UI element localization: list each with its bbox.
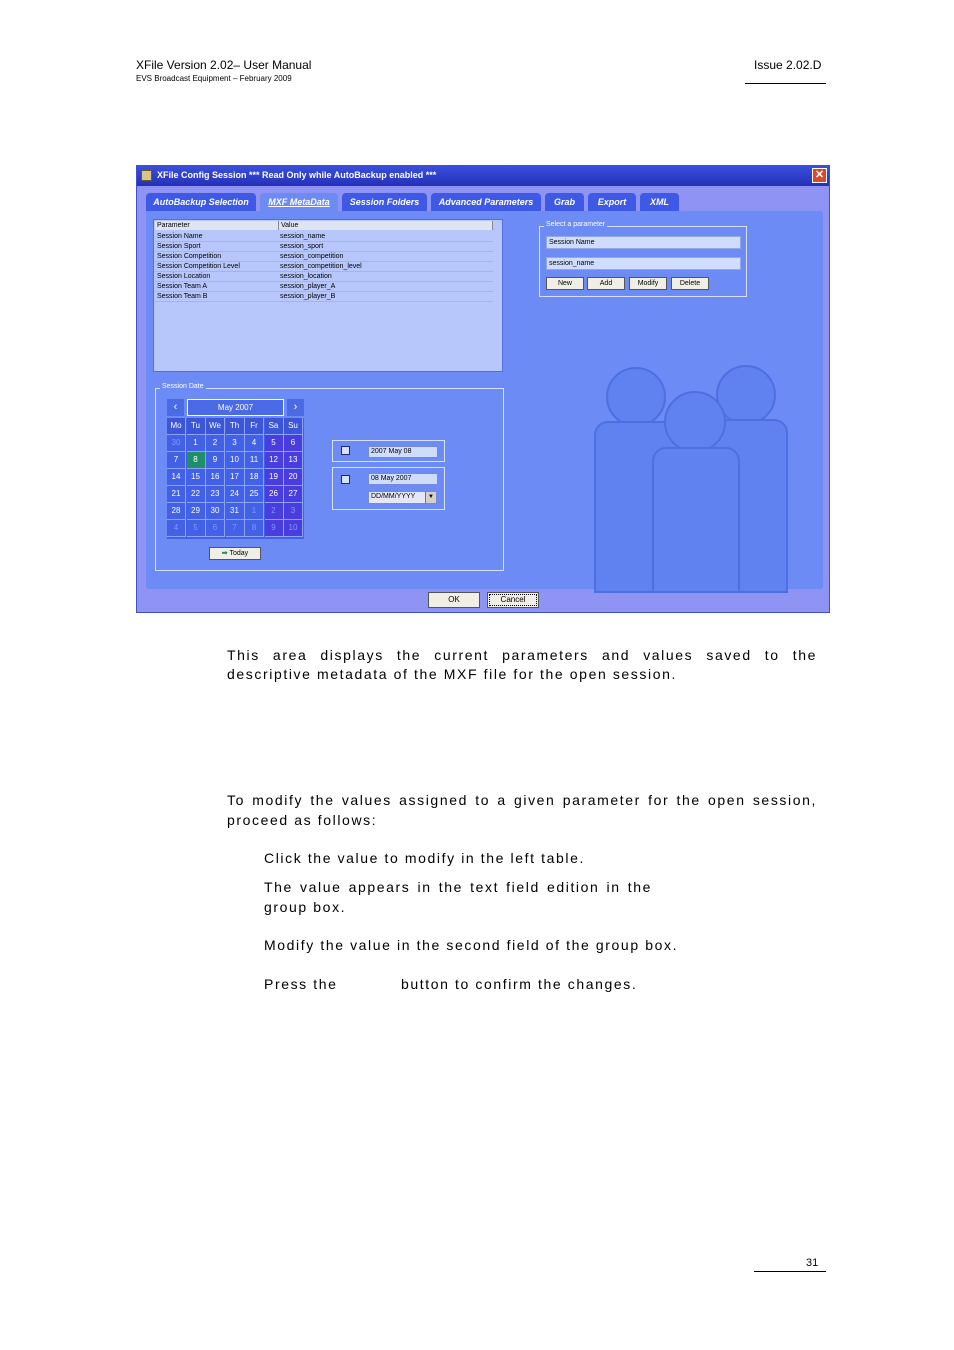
calendar-day[interactable]: 19	[265, 469, 284, 486]
date-value-field[interactable]: 08 May 2007	[368, 473, 438, 485]
calendar-day[interactable]: 25	[245, 486, 264, 503]
calendar-day[interactable]: 23	[206, 486, 225, 503]
paragraph-line: This area displays the current parameters and values saved to the	[227, 647, 817, 663]
weekday-header: Tu	[187, 418, 206, 435]
table-row[interactable]: Session Sport session_sport	[155, 242, 493, 252]
calendar-day[interactable]: 27	[284, 486, 303, 503]
calendar-day[interactable]: 7	[167, 452, 186, 469]
calendar-month-label: May 2007	[187, 399, 284, 416]
calendar-day[interactable]: 4	[245, 435, 264, 452]
weekday-header: We	[206, 418, 225, 435]
parameter-value-field[interactable]: session_name	[546, 257, 741, 270]
calendar-day[interactable]: 10	[226, 452, 245, 469]
metadata-table[interactable]	[153, 219, 503, 372]
table-row[interactable]: Session Team B session_player_B	[155, 292, 493, 302]
calendar-day[interactable]: 17	[226, 469, 245, 486]
step-1: Click the value to modify in the left table.	[264, 850, 585, 866]
today-label: Today	[229, 550, 249, 557]
paragraph-line: To modify the values assigned to a given parameter for the open session,	[227, 792, 817, 808]
chevron-left-icon: ‹	[173, 401, 178, 413]
calendar-day[interactable]: 1	[245, 503, 264, 520]
calendar-day[interactable]: 28	[167, 503, 186, 520]
calendar-day[interactable]: 12	[265, 452, 284, 469]
app-icon	[141, 170, 152, 181]
calendar-day[interactable]: 6	[206, 520, 225, 537]
tab-export[interactable]: Export	[588, 193, 636, 211]
calendar-day[interactable]: 21	[167, 486, 186, 503]
calendar-day[interactable]: 13	[284, 452, 303, 469]
add-button[interactable]: Add	[587, 277, 625, 290]
calendar-day[interactable]: 8	[187, 452, 206, 469]
header-rule	[745, 83, 826, 84]
calendar-day[interactable]: 7	[226, 520, 245, 537]
new-button[interactable]: New	[546, 277, 584, 290]
calendar-day[interactable]: 16	[206, 469, 225, 486]
calendar-day[interactable]: 30	[167, 435, 186, 452]
footer-rule	[754, 1271, 826, 1272]
calendar-day[interactable]: 9	[265, 520, 284, 537]
group-label: Select a parameter	[546, 221, 606, 228]
group-label: Session Date	[162, 383, 204, 390]
ok-button[interactable]: OK	[428, 592, 480, 608]
calendar-day[interactable]: 11	[245, 452, 264, 469]
company-line: EVS Broadcast Equipment – February 2009	[136, 74, 292, 83]
parameter-name-field[interactable]: Session Name	[546, 236, 741, 249]
calendar-day[interactable]: 9	[206, 452, 225, 469]
tab-autobackup-selection[interactable]: AutoBackup Selection	[146, 193, 256, 211]
close-icon: ✕	[814, 169, 825, 181]
calendar-day[interactable]: 10	[284, 520, 303, 537]
calendar-day[interactable]: 30	[206, 503, 225, 520]
calendar-day[interactable]: 4	[167, 520, 186, 537]
tab-advanced-parameters[interactable]: Advanced Parameters	[431, 193, 541, 211]
table-row[interactable]: Session Competition Level session_competition_level	[155, 262, 493, 272]
arrow-right-icon: ➡	[221, 550, 228, 557]
calendar-day[interactable]: 3	[226, 435, 245, 452]
calendar-day[interactable]: 24	[226, 486, 245, 503]
table-row[interactable]: Session Location session_location	[155, 272, 493, 282]
calendar-day[interactable]: 2	[265, 503, 284, 520]
calendar-day[interactable]: 22	[187, 486, 206, 503]
calendar-day[interactable]: 29	[187, 503, 206, 520]
table-row[interactable]: Session Team A session_player_A	[155, 282, 493, 292]
step-2-cont: group box.	[264, 899, 347, 915]
calendar	[167, 399, 304, 539]
title-bar	[137, 166, 829, 186]
calendar-day[interactable]: 15	[187, 469, 206, 486]
column-header-value[interactable]: Value	[279, 221, 493, 230]
date-display-field[interactable]: 2007 May 08	[368, 446, 438, 458]
calendar-grid	[167, 418, 304, 539]
calendar-day[interactable]: 8	[245, 520, 264, 537]
chevron-right-icon: ›	[293, 401, 298, 413]
config-session-window	[136, 165, 830, 613]
step-4a: Press the	[264, 976, 338, 992]
select-parameter-group	[539, 221, 747, 297]
weekday-header: Su	[284, 418, 303, 435]
delete-button[interactable]: Delete	[671, 277, 709, 290]
next-month-button[interactable]	[287, 399, 304, 416]
table-header	[155, 221, 501, 231]
table-row[interactable]: Session Name session_name	[155, 232, 493, 242]
page-number: 31	[806, 1257, 819, 1269]
date-format-select[interactable]: DD/MM/YYYY ▼	[368, 491, 437, 504]
cancel-button[interactable]: Cancel	[487, 592, 539, 608]
calendar-icon	[341, 475, 350, 484]
calendar-day[interactable]: 18	[245, 469, 264, 486]
step-4b: button to confirm the changes.	[401, 976, 638, 992]
calendar-day[interactable]: 5	[265, 435, 284, 452]
calendar-day[interactable]: 5	[187, 520, 206, 537]
paragraph-line: descriptive metadata of the MXF file for the open session.	[227, 666, 677, 682]
modify-button[interactable]: Modify	[629, 277, 667, 290]
calendar-day[interactable]: 20	[284, 469, 303, 486]
monitor-icon	[341, 446, 350, 455]
prev-month-button[interactable]	[167, 399, 184, 416]
tab-mxf-metadata[interactable]: MXF MetaData	[260, 193, 338, 211]
chevron-down-icon: ▼	[425, 492, 436, 503]
tab-session-folders[interactable]: Session Folders	[342, 193, 427, 211]
tab-grab[interactable]: Grab	[545, 193, 584, 211]
window-title: XFile Config Session *** Read Only while AutoBackup enabled ***	[157, 170, 437, 180]
paragraph-line: proceed as follows:	[227, 812, 378, 828]
calendar-day[interactable]: 31	[226, 503, 245, 520]
today-button[interactable]	[209, 547, 261, 560]
people-icon	[586, 361, 811, 589]
mxf-metadata-panel	[146, 211, 823, 589]
issue-label: Issue 2.02.D	[754, 58, 822, 72]
date-entry-box	[332, 467, 445, 510]
step-3: Modify the value in the second field of the group box.	[264, 937, 679, 953]
calendar-day[interactable]: 26	[265, 486, 284, 503]
close-button[interactable]	[812, 168, 827, 183]
step-2: The value appears in the text field edition in the	[264, 879, 652, 895]
calendar-day[interactable]: 14	[167, 469, 186, 486]
calendar-day[interactable]: 6	[284, 435, 303, 452]
weekday-header: Sa	[265, 418, 284, 435]
weekday-header: Th	[226, 418, 245, 435]
table-row[interactable]: Session Competition session_competition	[155, 252, 493, 262]
date-display-box	[332, 440, 445, 462]
weekday-header: Mo	[167, 418, 186, 435]
column-header-parameter[interactable]: Parameter	[155, 221, 279, 230]
calendar-day[interactable]: 3	[284, 503, 303, 520]
document-title: XFile Version 2.02– User Manual	[136, 58, 312, 72]
tab-xml[interactable]: XML	[640, 193, 679, 211]
weekday-header: Fr	[245, 418, 264, 435]
calendar-day[interactable]: 2	[206, 435, 225, 452]
calendar-day[interactable]: 1	[187, 435, 206, 452]
